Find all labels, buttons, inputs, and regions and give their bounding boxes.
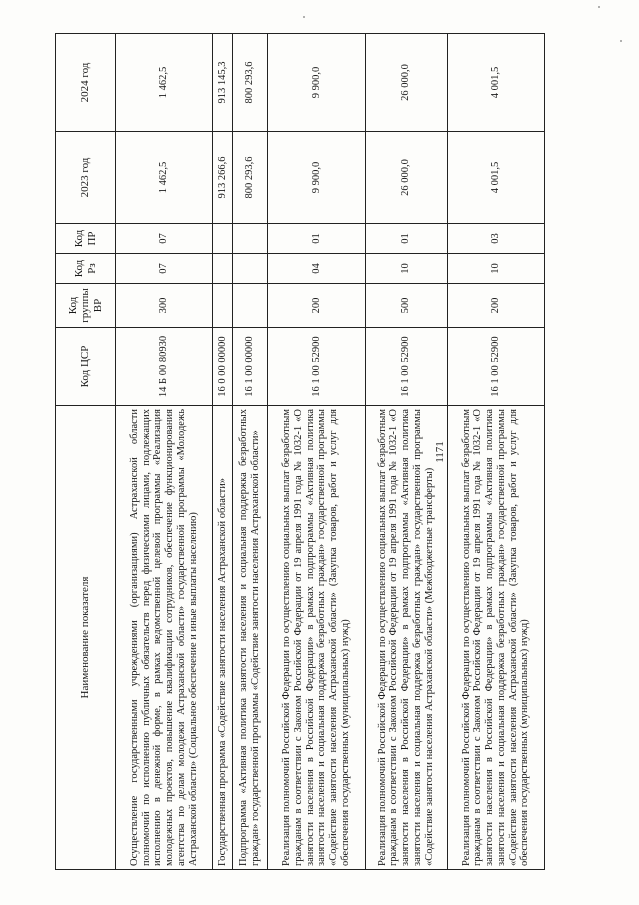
scan-speck	[598, 6, 600, 8]
row-vr-cell: 200	[268, 284, 365, 328]
row-csr-cell: 14 Б 00 80930	[116, 328, 213, 406]
row-2024-cell: 4 001,5	[447, 34, 545, 132]
column-header-2023: 2023 год	[56, 132, 116, 224]
row-csr-cell: 16 1 00 00000	[233, 328, 268, 406]
row-csr-cell: 16 1 00 52900	[447, 328, 545, 406]
column-header-vr: Код группы ВР	[56, 284, 116, 328]
row-rz-cell	[233, 254, 268, 284]
row-csr-cell: 16 1 00 52900	[268, 328, 365, 406]
table-row	[116, 34, 213, 870]
row-2024-cell: 913 145,3	[213, 34, 233, 132]
row-2023-cell: 800 293,6	[233, 132, 268, 224]
column-header-2024: 2024 год	[56, 34, 116, 132]
row-rz-cell: 10	[447, 254, 545, 284]
page-number: 1171	[434, 441, 446, 463]
row-2024-cell: 26 000,0	[365, 34, 447, 132]
row-rz-cell: 04	[268, 254, 365, 284]
row-pr-cell	[213, 224, 233, 254]
column-header-csr: Код ЦСР	[56, 328, 116, 406]
row-rz-cell	[213, 254, 233, 284]
row-pr-cell: 01	[268, 224, 365, 254]
column-header-pr: Код ПР	[56, 224, 116, 254]
rotated-table-wrapper	[55, 34, 545, 870]
row-2023-cell: 913 266,6	[213, 132, 233, 224]
row-name-cell: Реализация полномочий Российской Федерации по осуществлению социальных выплат безработным гражданам в соответствии с Законом Российской Федерации от 19 апреля 1991 года № 1032-1 «О занятости населения в Российской Федерации» в рамках подпрограммы «Активная политика занятости населения и социальная поддержка безработных граждан» государственной программы «Содействие занятости населения Астраханской области» (Закупка товаров, работ и услуг для обеспечения государственных (муниципальных) нужд)	[447, 406, 545, 870]
row-rz-cell: 07	[116, 254, 213, 284]
table-row	[268, 34, 365, 870]
row-name-cell: Подпрограмма «Активная политика занятости населения и социальная поддержка безработных граждан» государственной программы «Содействие занятости населения Астраханской области»	[233, 406, 268, 870]
row-2023-cell: 9 900,0	[268, 132, 365, 224]
row-vr-cell	[213, 284, 233, 328]
scan-speck	[620, 40, 622, 42]
column-header-name: Наименование показателя	[56, 406, 116, 870]
row-2023-cell: 1 462,5	[116, 132, 213, 224]
row-2023-cell: 26 000,0	[365, 132, 447, 224]
row-vr-cell: 500	[365, 284, 447, 328]
row-2024-cell: 800 293,6	[233, 34, 268, 132]
row-name-cell: Государственная программа «Содействие занятости населения Астраханской области»	[213, 406, 233, 870]
table-row	[365, 34, 447, 870]
row-name-cell: Реализация полномочий Российской Федерации по осуществлению социальных выплат безработным гражданам в соответствии с Законом Российской Федерации от 19 апреля 1991 года № 1032-1 «О занятости населения в Российской Федерации» в рамках подпрограммы «Активная политика занятости населения и социальная поддержка безработных граждан» государственной программы «Содействие занятости населения Астраханской области» (Закупка товаров, работ и услуг для обеспечения государственных (муниципальных) нужд)	[268, 406, 365, 870]
budget-table	[55, 33, 545, 870]
table-row	[233, 34, 268, 870]
table-header-row	[56, 34, 116, 870]
row-pr-cell: 01	[365, 224, 447, 254]
row-pr-cell: 03	[447, 224, 545, 254]
row-csr-cell: 16 1 00 52900	[365, 328, 447, 406]
row-name-cell: Реализация полномочий Российской Федерации по осуществлению социальных выплат безработным гражданам в соответствии с Законом Российской Федерации от 19 апреля 1991 года № 1032-1 «О занятости населения в Российской Федерации» в рамках подпрограммы «Активная политика занятости населения и социальная поддержка безработных граждан» государственной программы «Содействие занятости населения Астраханской области» (Межбюджетные трансферты)	[365, 406, 447, 870]
scan-speck	[303, 16, 305, 18]
row-vr-cell	[233, 284, 268, 328]
row-vr-cell: 300	[116, 284, 213, 328]
row-pr-cell: 07	[116, 224, 213, 254]
row-rz-cell: 10	[365, 254, 447, 284]
table-row	[447, 34, 545, 870]
row-csr-cell: 16 0 00 00000	[213, 328, 233, 406]
row-2023-cell: 4 001,5	[447, 132, 545, 224]
row-vr-cell: 200	[447, 284, 545, 328]
row-pr-cell	[233, 224, 268, 254]
table-row	[213, 34, 233, 870]
row-name-cell: Осуществление государственными учреждениями (организациями) Астраханской области полномочий по исполнению публичных обязательств перед физическими лицами, подлежащих исполнению в денежной форме, в рамках ведомственной целевой программы «Реализация молодежных проектов, повышение квалификации сотрудников, обеспечение функционирования агентства по делам молодежи Астраханской области» государственной программы «Молодежь Астраханской области» (Социальное обеспечение и иные выплаты населению)	[116, 406, 213, 870]
row-2024-cell: 1 462,5	[116, 34, 213, 132]
row-2024-cell: 9 900,0	[268, 34, 365, 132]
column-header-rz: Код Рз	[56, 254, 116, 284]
